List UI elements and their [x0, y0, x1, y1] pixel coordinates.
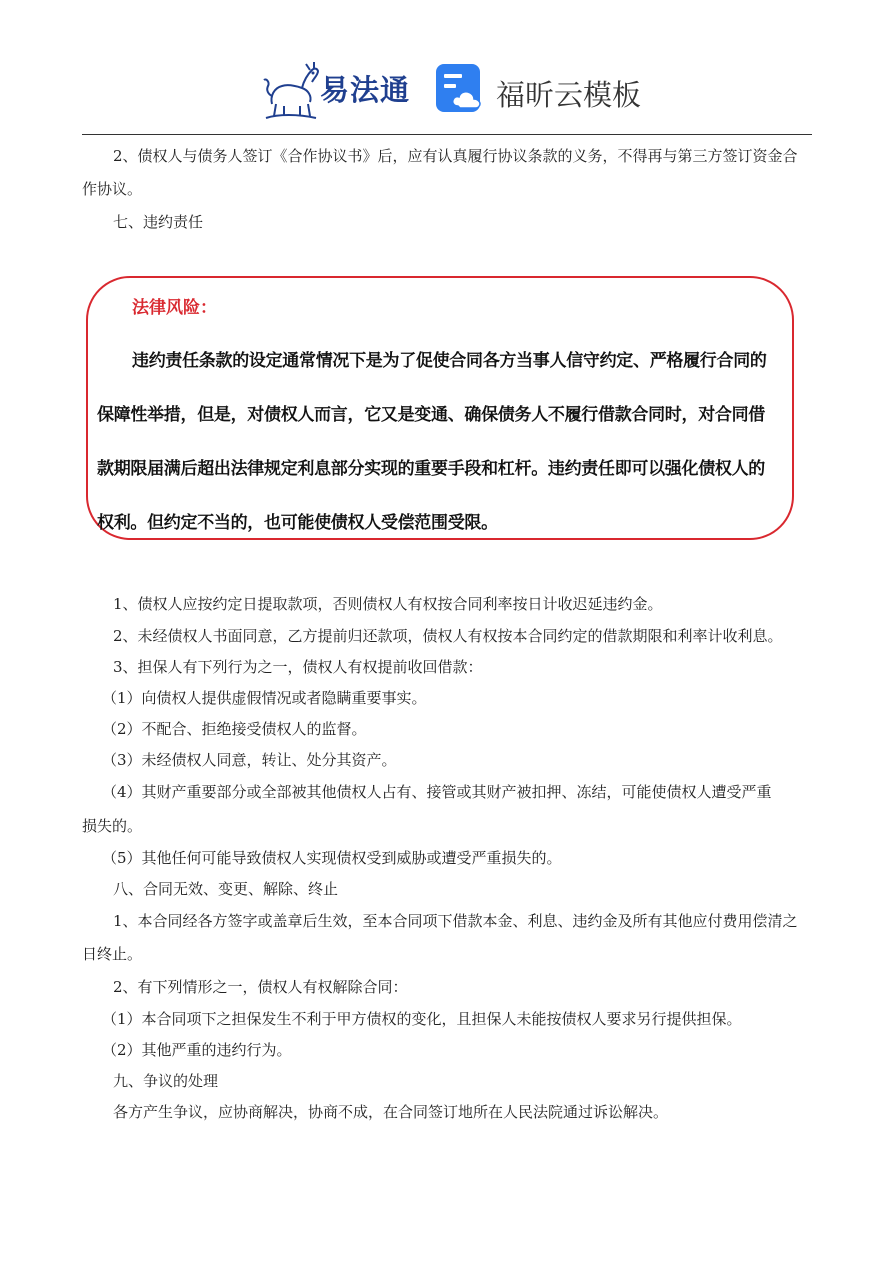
logo2-text: 福昕云模板 [496, 78, 642, 112]
legal-risk-line: 违约责任条款的设定通常情况下是为了促使合同各方当事人信守约定、严格履行合同的 [132, 351, 767, 371]
header-divider [82, 134, 812, 135]
page-header [0, 58, 893, 122]
paragraph-line: 1、本合同经各方签字或盖章后生效，至本合同项下借款本金、利息、违约金及所有其他应付费用偿清之 [113, 912, 798, 930]
list-item: （1）向债权人提供虚假情况或者隐瞒重要事实。 [102, 689, 427, 707]
legal-risk-line: 保障性举措，但是，对债权人而言，它又是变通、确保债务人不履行借款合同时，对合同借 [97, 405, 765, 425]
foxit-template-logo [434, 62, 644, 120]
legal-risk-title: 法律风险： [132, 298, 217, 318]
paragraph-line: 损失的。 [82, 817, 143, 835]
list-item: （3）未经债权人同意，转让、处分其资产。 [102, 751, 397, 769]
paragraph-line: 2、有下列情形之一，债权人有权解除合同： [113, 978, 408, 996]
legal-risk-line: 款期限届满后超出法律规定利息部分实现的重要手段和杠杆。违约责任即可以强化债权人的 [97, 459, 765, 479]
foxit-cloud-icon [434, 62, 486, 116]
section-heading: 九、争议的处理 [113, 1072, 219, 1090]
paragraph-line: 各方产生争议，应协商解决，协商不成，在合同签订地所在人民法院通过诉讼解决。 [113, 1103, 669, 1121]
paragraph-line: 日终止。 [82, 945, 143, 963]
paragraph-line: 2、未经债权人书面同意，乙方提前归还款项，债权人有权按本合同约定的借款期限和利率计收利息。 [113, 627, 783, 645]
list-item: （2）不配合、拒绝接受债权人的监督。 [102, 720, 367, 738]
paragraph-line: 1、债权人应按约定日提取款项，否则债权人有权按合同利率按日计收迟延违约金。 [113, 595, 663, 613]
legal-risk-line: 权利。但约定不当的，也可能使债权人受偿范围受限。 [97, 513, 498, 533]
paragraph-line: 3、担保人有下列行为之一，债权人有权提前收回借款： [113, 658, 483, 676]
list-item: （4）其财产重要部分或全部被其他债权人占有、接管或其财产被扣押、冻结，可能使债权人遭受严重 [102, 783, 772, 801]
qilin-icon [262, 60, 320, 120]
paragraph-line: 作协议。 [82, 180, 143, 198]
list-item: （2）其他严重的违约行为。 [102, 1041, 292, 1059]
yifatong-logo [262, 60, 412, 120]
list-item: （1）本合同项下之担保发生不利于甲方债权的变化，且担保人未能按债权人要求另行提供担保。 [102, 1010, 742, 1028]
list-item: （5）其他任何可能导致债权人实现债权受到威胁或遭受严重损失的。 [102, 849, 562, 867]
section-heading: 七、违约责任 [113, 213, 204, 231]
paragraph-line: 2、债权人与债务人签订《合作协议书》后，应有认真履行协议条款的义务，不得再与第三方签订资金合 [113, 147, 798, 165]
section-heading: 八、合同无效、变更、解除、终止 [113, 880, 339, 898]
logo1-text: 易法通 [320, 73, 411, 107]
